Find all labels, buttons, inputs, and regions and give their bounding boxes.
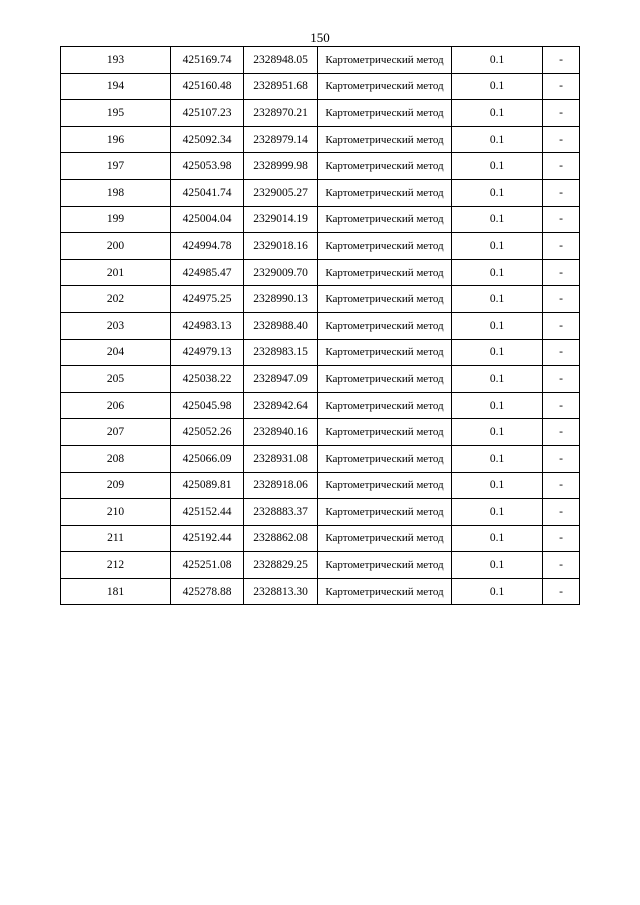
y-coordinate-cell: 2328829.25: [244, 552, 318, 579]
point-number-cell: 209: [61, 472, 171, 499]
table-row: [61, 206, 580, 233]
accuracy-cell: 0.1: [452, 445, 543, 472]
coordinates-table: [60, 46, 580, 605]
x-coordinate-cell: 424975.25: [171, 286, 244, 313]
point-number-cell: 205: [61, 366, 171, 393]
point-number-cell: 212: [61, 552, 171, 579]
y-coordinate-cell: 2328942.64: [244, 392, 318, 419]
note-cell: -: [543, 578, 580, 605]
table-row: [61, 47, 580, 74]
coordinates-table-body: [61, 47, 580, 605]
x-coordinate-cell: 425041.74: [171, 179, 244, 206]
y-coordinate-cell: 2328883.37: [244, 499, 318, 526]
method-cell: Картометрический метод: [318, 259, 452, 286]
point-number-cell: 203: [61, 312, 171, 339]
x-coordinate-cell: 425092.34: [171, 126, 244, 153]
method-cell: Картометрический метод: [318, 312, 452, 339]
x-coordinate-cell: 425089.81: [171, 472, 244, 499]
method-cell: Картометрический метод: [318, 499, 452, 526]
method-cell: Картометрический метод: [318, 472, 452, 499]
x-coordinate-cell: 424983.13: [171, 312, 244, 339]
table-row: [61, 312, 580, 339]
note-cell: -: [543, 153, 580, 180]
x-coordinate-cell: 425045.98: [171, 392, 244, 419]
method-cell: Картометрический метод: [318, 552, 452, 579]
point-number-cell: 207: [61, 419, 171, 446]
x-coordinate-cell: 424985.47: [171, 259, 244, 286]
method-cell: Картометрический метод: [318, 233, 452, 260]
accuracy-cell: 0.1: [452, 419, 543, 446]
point-number-cell: 210: [61, 499, 171, 526]
point-number-cell: 201: [61, 259, 171, 286]
y-coordinate-cell: 2328970.21: [244, 100, 318, 127]
method-cell: Картометрический метод: [318, 339, 452, 366]
method-cell: Картометрический метод: [318, 100, 452, 127]
accuracy-cell: 0.1: [452, 100, 543, 127]
note-cell: -: [543, 472, 580, 499]
method-cell: Картометрический метод: [318, 419, 452, 446]
y-coordinate-cell: 2328948.05: [244, 47, 318, 74]
y-coordinate-cell: 2328988.40: [244, 312, 318, 339]
note-cell: -: [543, 339, 580, 366]
x-coordinate-cell: 425192.44: [171, 525, 244, 552]
y-coordinate-cell: 2328813.30: [244, 578, 318, 605]
note-cell: -: [543, 47, 580, 74]
table-row: [61, 100, 580, 127]
method-cell: Картометрический метод: [318, 366, 452, 393]
point-number-cell: 198: [61, 179, 171, 206]
x-coordinate-cell: 425152.44: [171, 499, 244, 526]
y-coordinate-cell: 2329014.19: [244, 206, 318, 233]
accuracy-cell: 0.1: [452, 286, 543, 313]
table-row: [61, 339, 580, 366]
x-coordinate-cell: 424994.78: [171, 233, 244, 260]
point-number-cell: 181: [61, 578, 171, 605]
method-cell: Картометрический метод: [318, 73, 452, 100]
point-number-cell: 208: [61, 445, 171, 472]
accuracy-cell: 0.1: [452, 366, 543, 393]
note-cell: -: [543, 366, 580, 393]
x-coordinate-cell: 425278.88: [171, 578, 244, 605]
accuracy-cell: 0.1: [452, 472, 543, 499]
table-row: [61, 366, 580, 393]
x-coordinate-cell: 425251.08: [171, 552, 244, 579]
note-cell: -: [543, 73, 580, 100]
y-coordinate-cell: 2328983.15: [244, 339, 318, 366]
table-row: [61, 499, 580, 526]
accuracy-cell: 0.1: [452, 578, 543, 605]
y-coordinate-cell: 2329018.16: [244, 233, 318, 260]
table-row: [61, 392, 580, 419]
accuracy-cell: 0.1: [452, 552, 543, 579]
note-cell: -: [543, 206, 580, 233]
note-cell: -: [543, 499, 580, 526]
table-row: [61, 286, 580, 313]
method-cell: Картометрический метод: [318, 206, 452, 233]
accuracy-cell: 0.1: [452, 392, 543, 419]
y-coordinate-cell: 2328990.13: [244, 286, 318, 313]
x-coordinate-cell: 425053.98: [171, 153, 244, 180]
point-number-cell: 195: [61, 100, 171, 127]
note-cell: -: [543, 233, 580, 260]
method-cell: Картометрический метод: [318, 286, 452, 313]
note-cell: -: [543, 525, 580, 552]
method-cell: Картометрический метод: [318, 126, 452, 153]
accuracy-cell: 0.1: [452, 525, 543, 552]
accuracy-cell: 0.1: [452, 312, 543, 339]
table-row: [61, 419, 580, 446]
x-coordinate-cell: 425169.74: [171, 47, 244, 74]
note-cell: -: [543, 445, 580, 472]
note-cell: -: [543, 259, 580, 286]
point-number-cell: 194: [61, 73, 171, 100]
point-number-cell: 211: [61, 525, 171, 552]
accuracy-cell: 0.1: [452, 206, 543, 233]
note-cell: -: [543, 100, 580, 127]
y-coordinate-cell: 2328951.68: [244, 73, 318, 100]
y-coordinate-cell: 2328940.16: [244, 419, 318, 446]
y-coordinate-cell: 2328979.14: [244, 126, 318, 153]
note-cell: -: [543, 552, 580, 579]
table-row: [61, 73, 580, 100]
method-cell: Картометрический метод: [318, 392, 452, 419]
y-coordinate-cell: 2329009.70: [244, 259, 318, 286]
x-coordinate-cell: 425052.26: [171, 419, 244, 446]
method-cell: Картометрический метод: [318, 47, 452, 74]
note-cell: -: [543, 179, 580, 206]
table-row: [61, 179, 580, 206]
method-cell: Картометрический метод: [318, 525, 452, 552]
point-number-cell: 206: [61, 392, 171, 419]
point-number-cell: 204: [61, 339, 171, 366]
point-number-cell: 200: [61, 233, 171, 260]
table-row: [61, 445, 580, 472]
table-row: [61, 259, 580, 286]
table-row: [61, 233, 580, 260]
method-cell: Картометрический метод: [318, 179, 452, 206]
point-number-cell: 193: [61, 47, 171, 74]
table-row: [61, 126, 580, 153]
point-number-cell: 199: [61, 206, 171, 233]
table-row: [61, 525, 580, 552]
point-number-cell: 202: [61, 286, 171, 313]
note-cell: -: [543, 392, 580, 419]
table-row: [61, 153, 580, 180]
x-coordinate-cell: 424979.13: [171, 339, 244, 366]
x-coordinate-cell: 425038.22: [171, 366, 244, 393]
y-coordinate-cell: 2328862.08: [244, 525, 318, 552]
x-coordinate-cell: 425160.48: [171, 73, 244, 100]
note-cell: -: [543, 312, 580, 339]
y-coordinate-cell: 2328931.08: [244, 445, 318, 472]
table-row: [61, 472, 580, 499]
note-cell: -: [543, 126, 580, 153]
accuracy-cell: 0.1: [452, 126, 543, 153]
method-cell: Картометрический метод: [318, 578, 452, 605]
y-coordinate-cell: 2328999.98: [244, 153, 318, 180]
page-number: 150: [310, 30, 330, 45]
accuracy-cell: 0.1: [452, 47, 543, 74]
x-coordinate-cell: 425107.23: [171, 100, 244, 127]
accuracy-cell: 0.1: [452, 153, 543, 180]
accuracy-cell: 0.1: [452, 73, 543, 100]
method-cell: Картометрический метод: [318, 153, 452, 180]
y-coordinate-cell: 2329005.27: [244, 179, 318, 206]
point-number-cell: 197: [61, 153, 171, 180]
accuracy-cell: 0.1: [452, 233, 543, 260]
accuracy-cell: 0.1: [452, 259, 543, 286]
accuracy-cell: 0.1: [452, 179, 543, 206]
accuracy-cell: 0.1: [452, 499, 543, 526]
y-coordinate-cell: 2328918.06: [244, 472, 318, 499]
note-cell: -: [543, 419, 580, 446]
accuracy-cell: 0.1: [452, 339, 543, 366]
x-coordinate-cell: 425066.09: [171, 445, 244, 472]
table-row: [61, 578, 580, 605]
x-coordinate-cell: 425004.04: [171, 206, 244, 233]
note-cell: -: [543, 286, 580, 313]
method-cell: Картометрический метод: [318, 445, 452, 472]
y-coordinate-cell: 2328947.09: [244, 366, 318, 393]
table-row: [61, 552, 580, 579]
point-number-cell: 196: [61, 126, 171, 153]
